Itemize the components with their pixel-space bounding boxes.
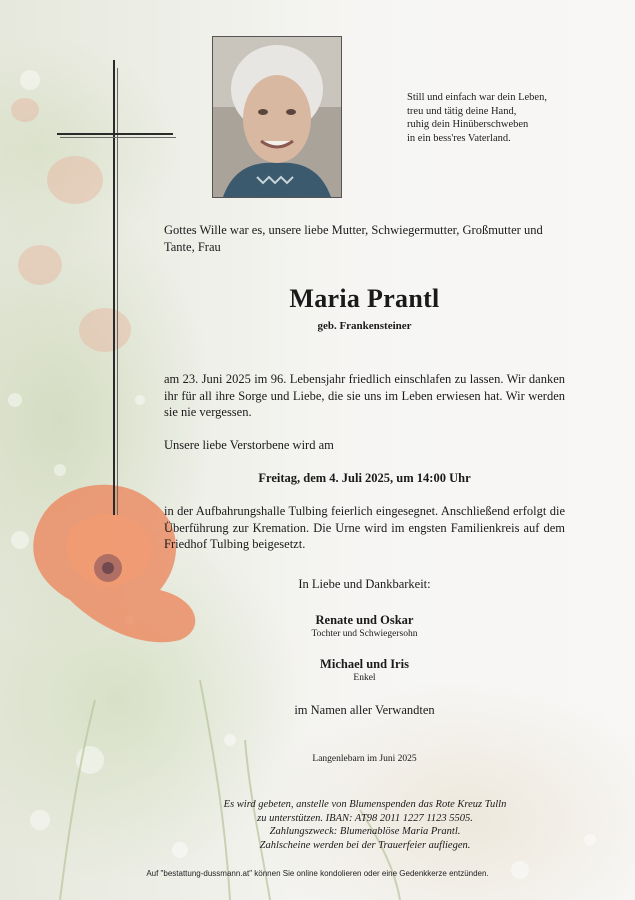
memorial-cross-icon [113,60,115,515]
poem-line: ruhig dein Hinüberschweben [407,119,529,130]
cross-shadow-vertical [117,68,118,515]
all-relatives: im Namen aller Verwandten [294,703,435,717]
thanks-heading: In Liebe und Dankbarkeit: [298,577,431,591]
funeral-announcement: Unsere liebe Verstorbene wird am [164,438,334,452]
place-date: Langenlebarn im Juni 2025 [312,754,417,764]
portrait-photo [212,36,342,198]
maiden-name: geb. Frankensteiner [317,320,412,332]
deceased-name: Maria Prantl [289,284,440,313]
memorial-poem [407,91,607,145]
cross-bar [57,133,173,135]
donation-line: Zahlungszweck: Blumenablöse Maria Prantl. [269,826,461,837]
poem-line: in ein bess'res Vaterland. [407,132,511,144]
death-text: am 23. Juni 2025 im 96. Lebensjahr friedlich einschlafen zu lassen. Wir danken ihr für all ihre Sorge und Liebe, die sie uns im Leben erwiesen hat. Wir werden sie nie vergessen. [164,372,565,419]
blessing-text: in der Aufbahrungshalle Tulbing feierlich eingesegnet. Anschließend erfolgt die Überführung zur Kremation. Die Urne wird im engsten Familienkreis auf dem Friedhof Tulbing beigesetzt. [164,504,565,551]
intro-text: Gottes Wille war es, unsere liebe Mutter, Schwiegermutter, Großmutter und Tante, Frau [164,223,543,254]
donation-notice [140,798,590,852]
mourner-relation: Enkel [353,673,376,683]
poem-line: Still und einfach war dein Leben, [407,92,547,103]
poem-line: treu und tätig deine Hand, [407,105,517,117]
donation-line: Es wird gebeten, anstelle von Blumenspenden das Rote Kreuz Tulln [223,799,507,810]
mourner-names: Renate und Oskar [315,613,414,627]
donation-line: zu unterstützen. IBAN: AT98 2011 1227 1123 5505. [257,812,473,824]
mourner-names: Michael und Iris [320,657,409,671]
funeral-datetime: Freitag, dem 4. Juli 2025, um 14:00 Uhr [258,471,471,485]
footer-condolence-note: Auf "bestattung-dussmann.at" können Sie online kondolieren oder eine Gedenkkerze entzünden. [146,869,489,878]
cross-shadow-horizontal [60,137,176,138]
donation-line: Zahlscheine werden bei der Trauerfeier aufliegen. [259,839,471,851]
mourner-relation: Tochter und Schwiegersohn [311,629,418,639]
